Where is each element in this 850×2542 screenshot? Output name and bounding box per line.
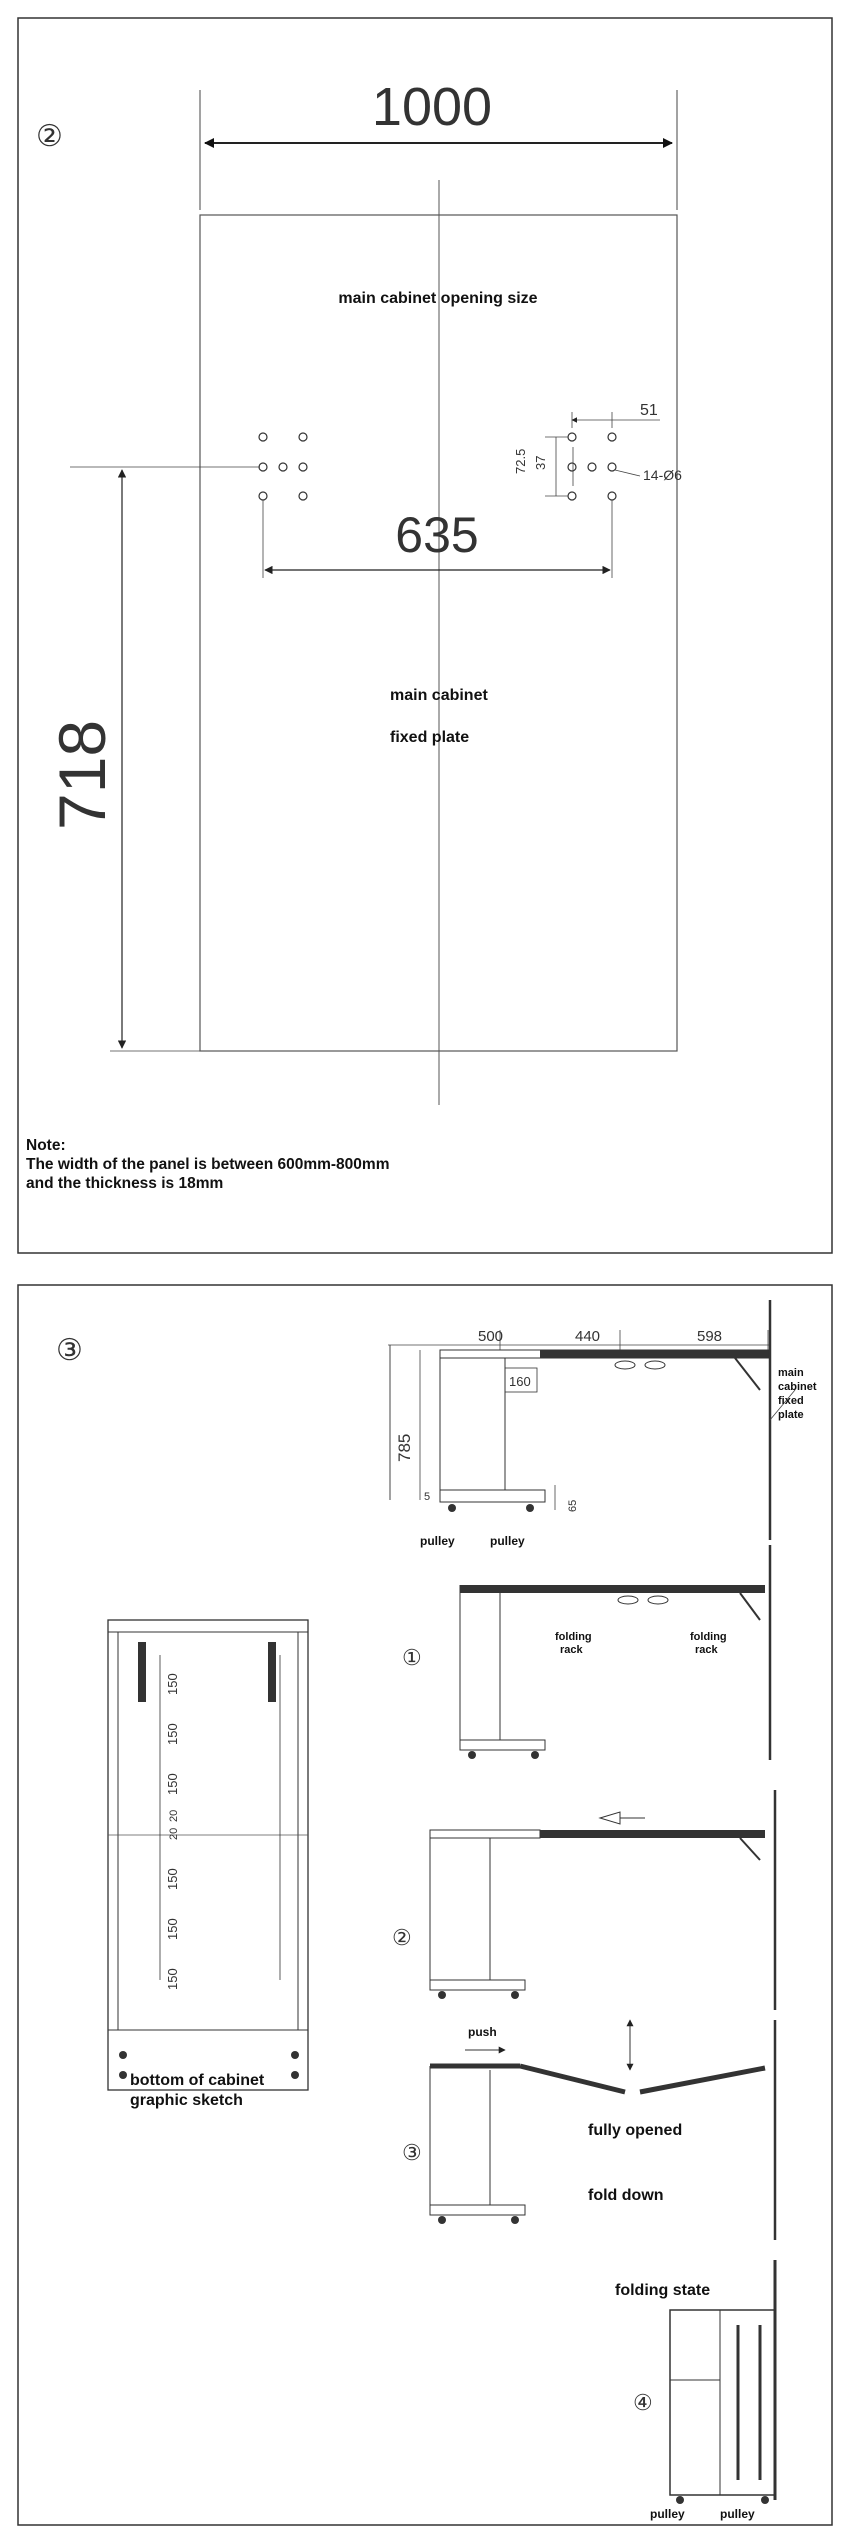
note-title: Note: <box>26 1137 66 1154</box>
fully-opened-label: fully opened <box>588 2122 683 2139</box>
push-label: push <box>468 2025 497 2039</box>
left-hole-group <box>259 433 307 500</box>
rail-dim-6: 150 <box>165 1868 180 1890</box>
step-3-number: ③ <box>402 2140 422 2165</box>
dim-440: 440 <box>575 1328 601 1345</box>
width-dimension-text: 1000 <box>371 77 493 137</box>
fixed-plate-label-4: plate <box>778 1409 804 1421</box>
pulley-bottom-2: pulley <box>720 2507 755 2521</box>
step-number-3: ③ <box>56 1334 83 1367</box>
cabinet-bottom-sketch <box>108 1620 308 2109</box>
top-panel <box>18 18 832 1253</box>
pitch-37-text: 37 <box>533 455 548 470</box>
side-view-dimensioned <box>388 1300 817 1548</box>
right-hole-group <box>568 433 616 500</box>
step-2-diagram <box>392 1790 775 2010</box>
step-1-diagram <box>402 1545 770 1760</box>
pulley-right: pulley <box>490 1534 525 1548</box>
bottom-panel-frame <box>18 1285 832 2525</box>
plate-label-2: fixed plate <box>390 729 470 746</box>
dim-5: 5 <box>424 1491 431 1503</box>
fold-down-label: fold down <box>588 2187 664 2204</box>
bottom-panel <box>18 1285 832 2525</box>
folding-rack-1-label-a: folding <box>555 1631 592 1643</box>
fixed-plate-label-1: main <box>778 1367 804 1379</box>
dim-500: 500 <box>478 1328 504 1345</box>
opening-label: main cabinet opening size <box>338 290 538 307</box>
step-3-diagram <box>402 2020 775 2240</box>
sketch-label-2: graphic sketch <box>130 2092 243 2109</box>
dim-785: 785 <box>395 1433 414 1462</box>
pitch-51-text: 51 <box>640 402 658 419</box>
dim-65: 65 <box>567 1499 579 1512</box>
plate-label-1: main cabinet <box>390 687 488 704</box>
top-panel-frame <box>18 18 832 1253</box>
hole-spec-text: 14-Ø6 <box>643 467 682 483</box>
rail-dim-8: 150 <box>165 1968 180 1990</box>
pulley-bottom-1: pulley <box>650 2507 685 2521</box>
step-1-number: ① <box>402 1645 422 1670</box>
hole-spec-leader <box>615 470 640 476</box>
pitch-72-text: 72.5 <box>513 448 528 474</box>
note-block <box>26 1136 586 1193</box>
fixed-plate-label-2: cabinet <box>778 1381 817 1393</box>
folding-rack-2-label-a: folding <box>690 1631 727 1643</box>
pulley-left: pulley <box>420 1534 455 1548</box>
rail-dim-4: 20 <box>168 1809 180 1822</box>
step-2-number: ② <box>392 1925 412 1950</box>
fixed-plate-label-3: fixed <box>778 1395 804 1407</box>
note-line-1: The width of the panel is between 600mm-800mm <box>26 1156 390 1173</box>
step-4-diagram <box>615 2260 775 2521</box>
rail-dim-1: 150 <box>165 1673 180 1695</box>
step-number-2: ② <box>36 120 63 153</box>
rail-dim-2: 150 <box>165 1723 180 1745</box>
hole-spacing-text: 635 <box>395 507 479 563</box>
note-line-2: and the thickness is 18mm <box>26 1175 224 1192</box>
dim-160: 160 <box>509 1374 531 1389</box>
folding-rack-1-label-b: rack <box>560 1644 583 1656</box>
height-dimension-text: 718 <box>45 719 119 830</box>
rail-dim-5: 20 <box>168 1827 180 1840</box>
folding-state-label: folding state <box>615 2282 711 2299</box>
sketch-label-1: bottom of cabinet <box>130 2072 265 2089</box>
rail-dim-7: 150 <box>165 1918 180 1940</box>
dim-598: 598 <box>697 1328 723 1345</box>
step-4-number: ④ <box>633 2390 653 2415</box>
rail-dim-3: 150 <box>165 1773 180 1795</box>
folding-rack-2-label-b: rack <box>695 1644 718 1656</box>
